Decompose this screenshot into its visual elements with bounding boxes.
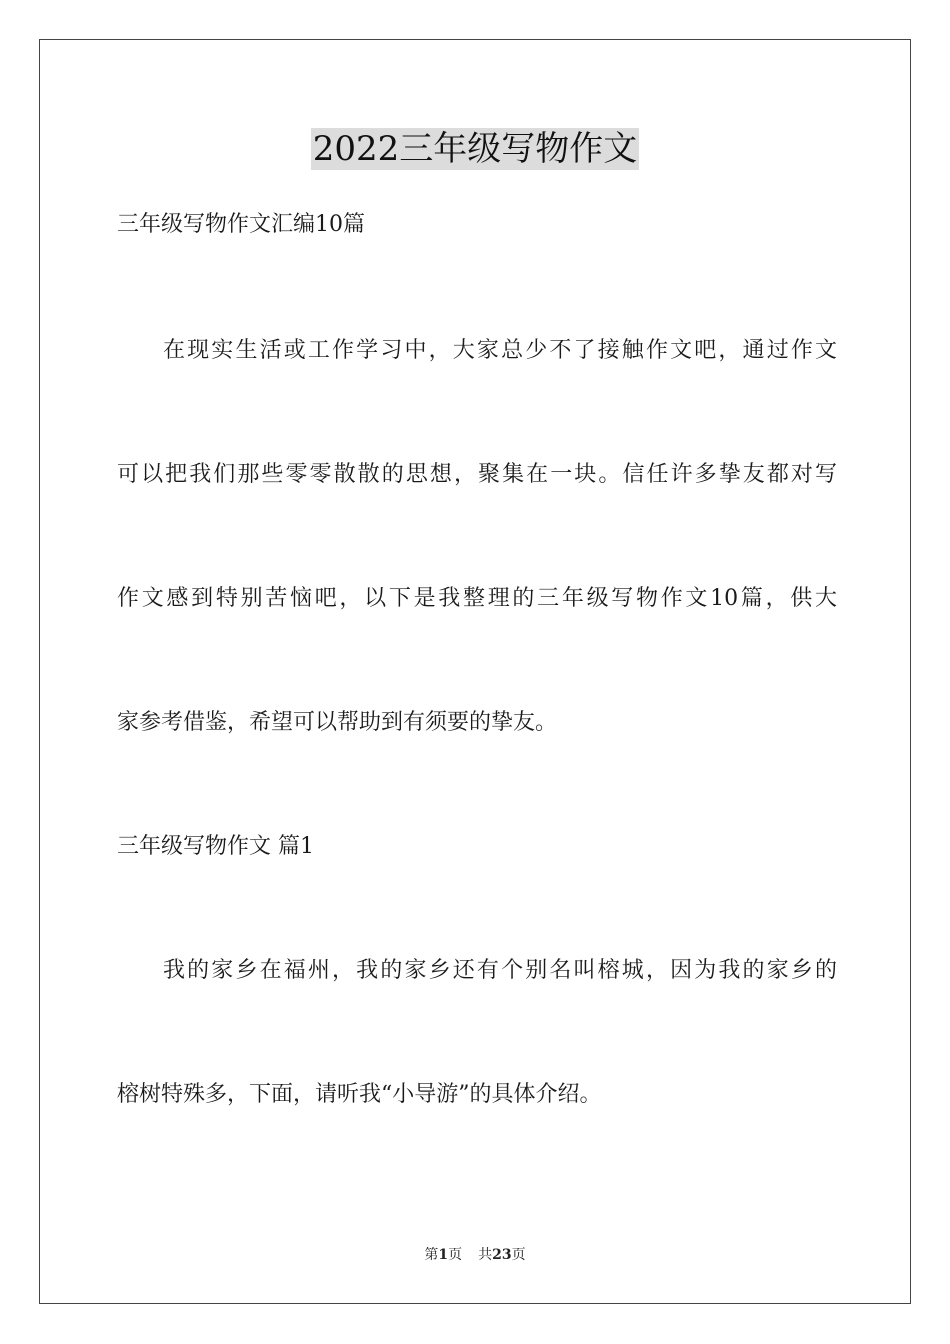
document-title: 2022三年级写物作文 (312, 129, 638, 169)
intro-line-1: 在现实生活或工作学习中，大家总少不了接触作文吧，通过作文 (163, 338, 837, 363)
intro-line-4: 家参考借鉴，希望可以帮助到有须要的挚友。 (117, 710, 558, 735)
intro-line-2: 可以把我们那些零零散散的思想，聚集在一块。信任许多挚友都对写 (117, 462, 837, 487)
document-subtitle: 三年级写物作文汇编10篇 (117, 212, 365, 237)
section-line-1: 我的家乡在福州，我的家乡还有个别名叫榕城，因为我的家乡的 (163, 958, 837, 983)
section-heading: 三年级写物作文 篇1 (117, 834, 314, 859)
total-suffix: 页 (511, 1247, 526, 1263)
page-footer (0, 1246, 950, 1264)
page-number: 1 (438, 1247, 449, 1263)
total-prefix: 共 (478, 1247, 493, 1263)
page-suffix: 页 (448, 1247, 463, 1263)
intro-line-3: 作文感到特别苦恼吧，以下是我整理的三年级写物作文10篇，供大 (117, 586, 837, 611)
page-prefix: 第 (424, 1247, 439, 1263)
section-line-2: 榕树特殊多，下面，请听我“小导游”的具体介绍。 (117, 1082, 602, 1107)
total-pages: 23 (492, 1247, 512, 1263)
title-container (0, 128, 950, 170)
